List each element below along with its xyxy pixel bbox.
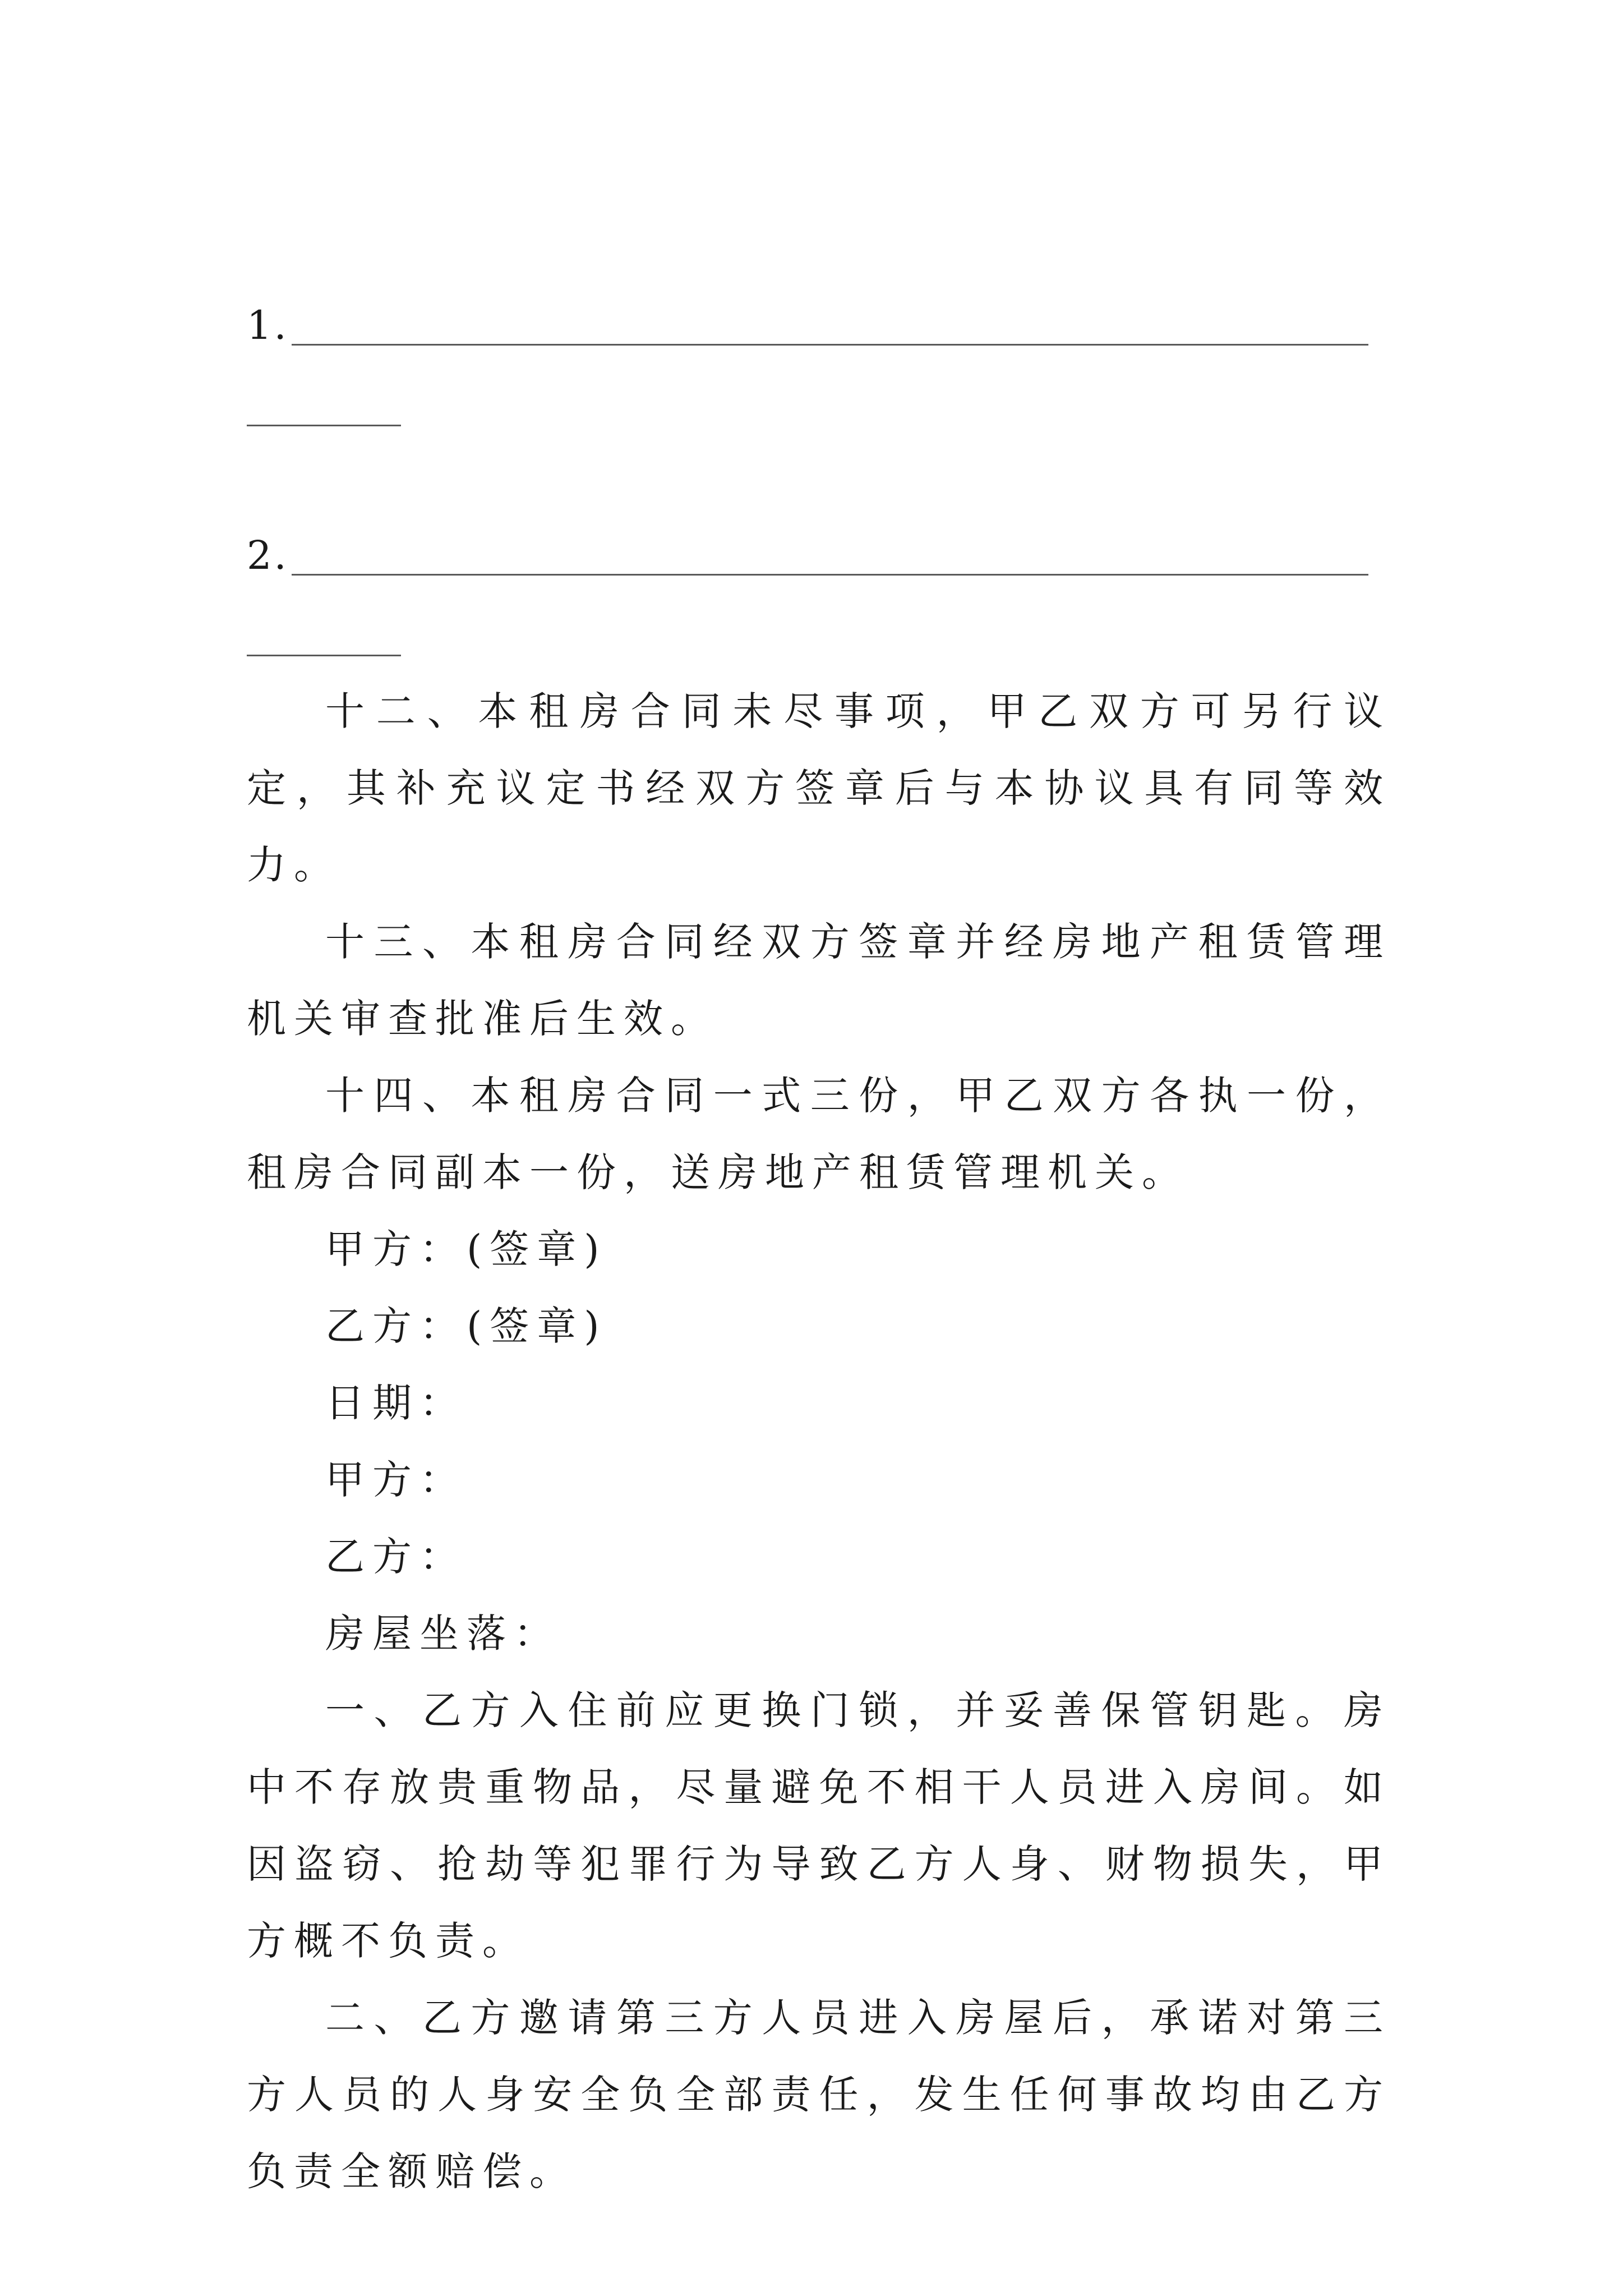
clause-12: 十二、本租房合同未尽事项，甲乙双方可另行议定，其补充议定书经双方签章后与本协议具有同等效力。: [247, 688, 1391, 888]
blank-item-1: [247, 300, 1380, 480]
party-a-signature-line: 甲方：(签章): [325, 1226, 607, 1272]
date-line: 日期：: [325, 1380, 467, 1426]
party-a-line: 甲方：: [325, 1457, 467, 1503]
blank-item-number: 1.: [247, 302, 289, 348]
clause-13: 十三、本租房合同经双方签章并经房地产租赁管理机关审查批准后生效。: [247, 919, 1391, 1042]
party-b-signature-line: 乙方：(签章): [325, 1303, 607, 1349]
clause-14: 十四、本租房合同一式三份，甲乙双方各执一份，租房合同副本一份，送房地产租赁管理机关。: [247, 1073, 1391, 1195]
property-location-line: 房屋坐落：: [325, 1611, 561, 1657]
blank-item-number: 2.: [247, 532, 289, 578]
supplement-clause-2: 二、乙方邀请第三方人员进入房屋后，承诺对第三方人员的人身安全负全部责任，发生任何事故均由乙方负责全额赔偿。: [247, 1995, 1391, 2194]
supplement-clause-1: 一、乙方入住前应更换门锁，并妥善保管钥匙。房中不存放贵重物品，尽量避免不相干人员进入房间。如因盗窃、抢劫等犯罪行为导致乙方人身、财物损失，甲方概不负责。: [247, 1687, 1391, 1964]
party-b-line: 乙方：: [325, 1534, 467, 1580]
blank-fill-line: [292, 344, 1368, 346]
blank-fill-line: [292, 574, 1368, 576]
blank-fill-line-continuation: [247, 655, 401, 656]
blank-fill-line-continuation: [247, 425, 401, 426]
contract-text: [247, 673, 1391, 2210]
